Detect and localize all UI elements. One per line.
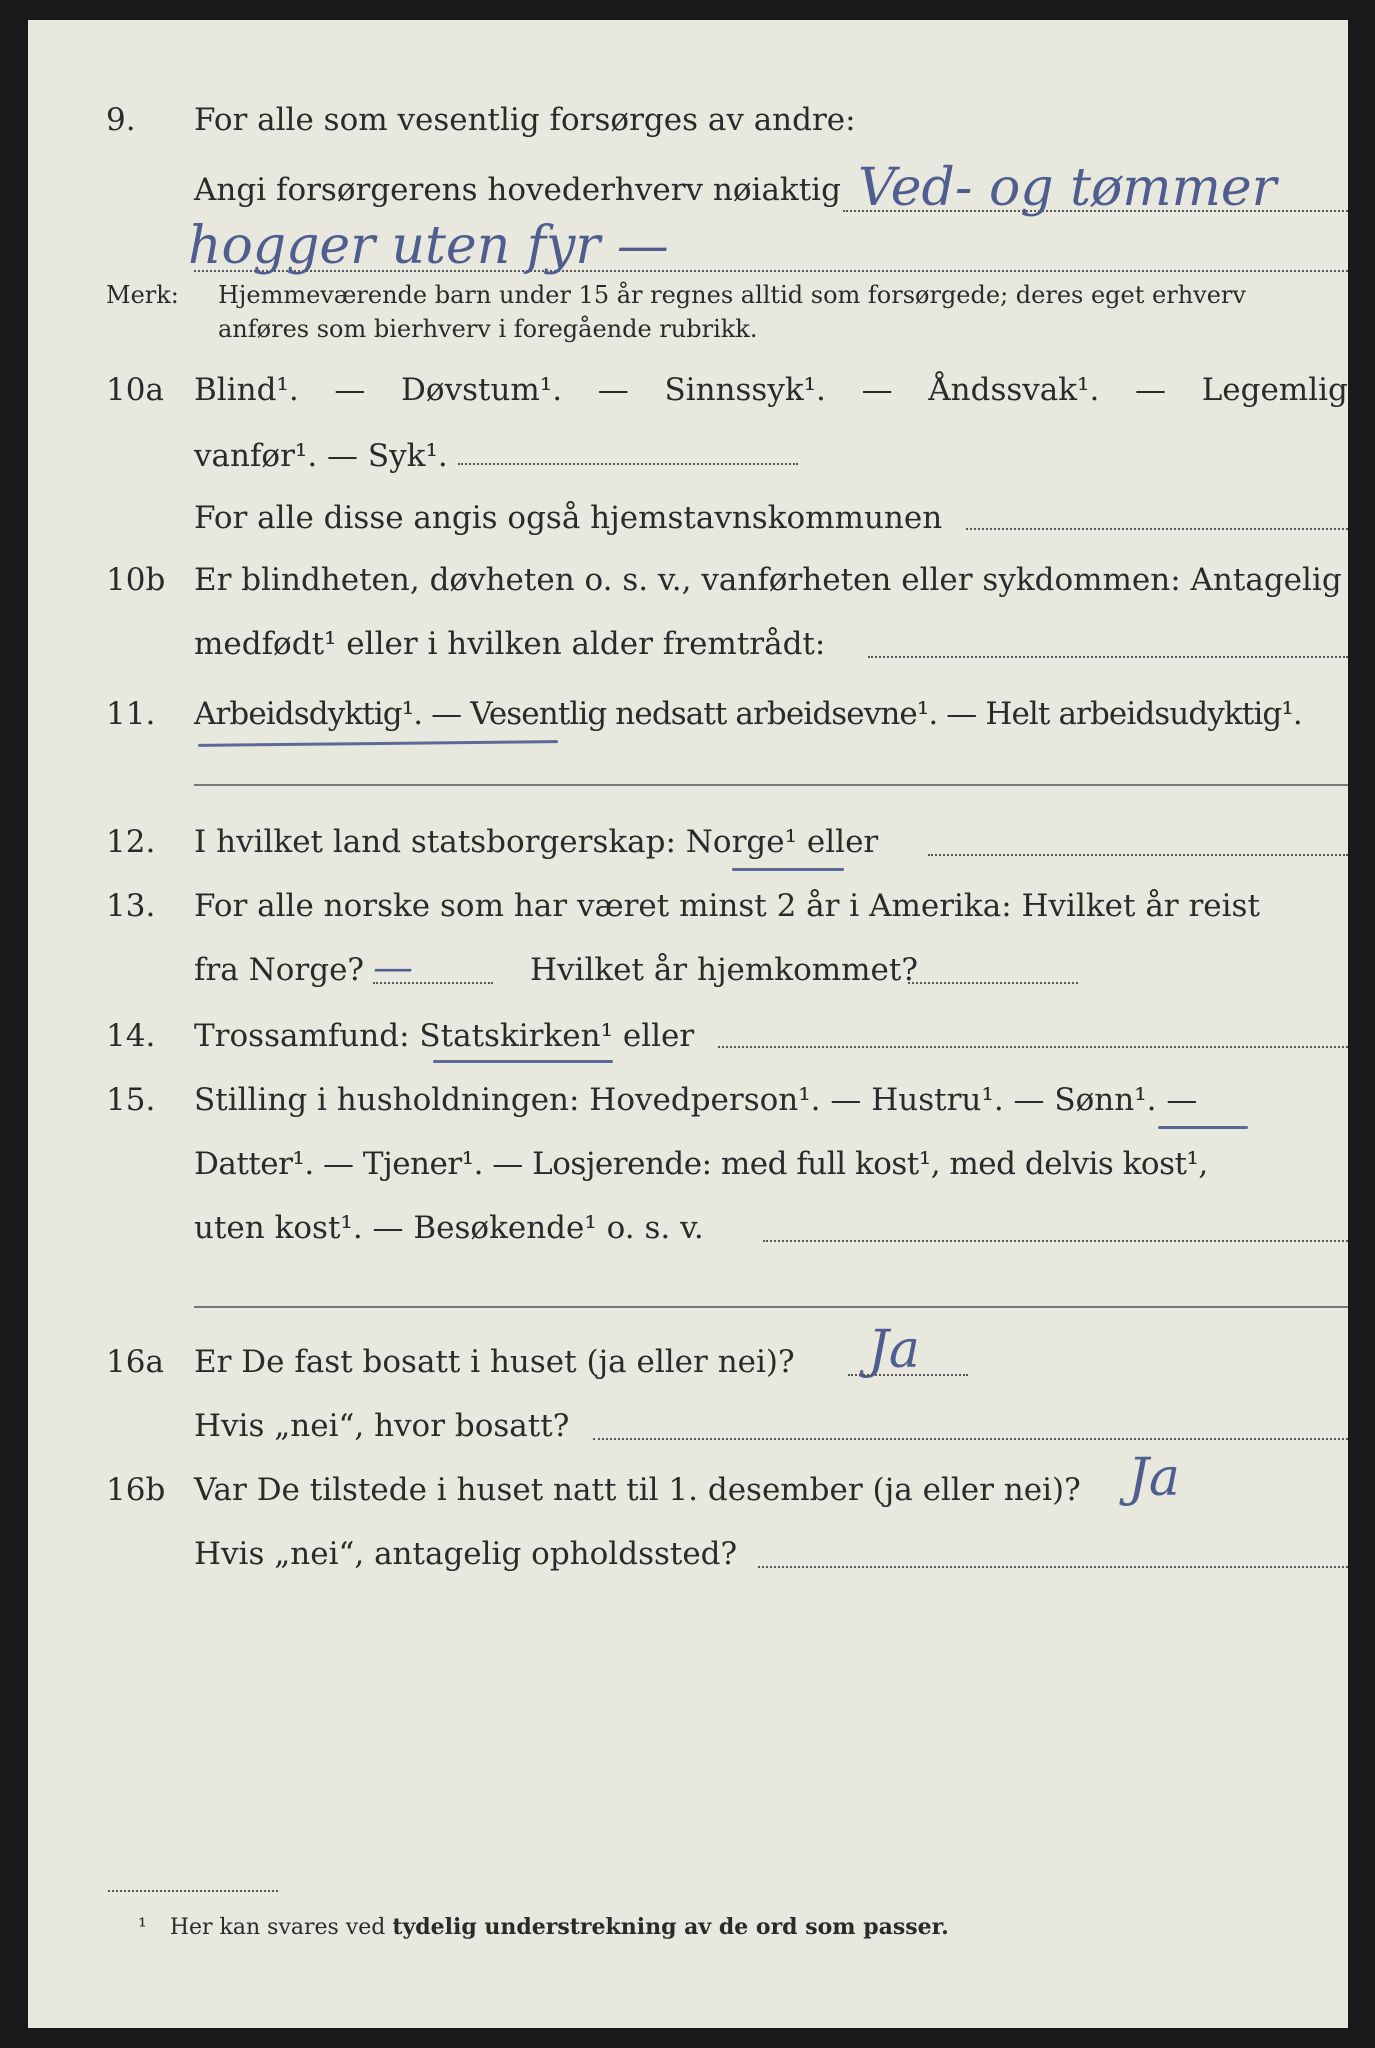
q9-text: For alle som vesentlig forsørges av andre: <box>194 102 856 138</box>
q15-answer-line-1 <box>763 1240 1348 1242</box>
q11-answer-line <box>194 784 1348 786</box>
q16b-handwritten-answer: Ja <box>1128 1448 1180 1508</box>
q16b-number: 16b <box>106 1472 166 1508</box>
q16a-answer-line-2 <box>593 1438 1348 1440</box>
q10a-word: — <box>861 372 893 408</box>
q16a-handwritten-answer: Ja <box>868 1320 920 1380</box>
q14-answer-underlined: Statskirken <box>419 1018 601 1054</box>
q10a-word: Døvstum¹. <box>401 372 563 408</box>
q11-underline-mark <box>198 740 558 747</box>
q12-answer-underlined: Norge <box>685 824 785 860</box>
footnote-bold-text: tydelig understrekning av de ord som passer. <box>392 1914 949 1940</box>
q15-number: 15. <box>106 1082 156 1118</box>
q16a-answer-line-1 <box>848 1374 968 1376</box>
q10a-number: 10a <box>106 372 164 408</box>
q13-answer-line-1 <box>373 982 493 984</box>
q14-answer-line <box>718 1046 1348 1048</box>
q15-text-1 <box>194 1080 1348 1120</box>
q12-prefix: I hvilket land statsborgerskap: <box>194 824 676 860</box>
q16b-text-2: Hvis „nei“, antagelig opholdssted? <box>194 1536 738 1572</box>
merk-text-1: Hjemmeværende barn under 15 år regnes alltid som forsørgede; deres eget erhverv <box>218 281 1246 309</box>
q15-answer-underlined: Sønn <box>1054 1082 1135 1118</box>
q14-suffix: ¹ eller <box>600 1018 695 1054</box>
footnote <box>138 1912 949 1943</box>
q10a-answer-line-1 <box>458 463 798 465</box>
footnote-text: Her kan svares ved <box>169 1915 386 1940</box>
q11-number: 11. <box>106 696 156 732</box>
merk-text-2: anføres som bierhverv i foregående rubrikk. <box>218 315 758 343</box>
q14-number: 14. <box>106 1018 156 1054</box>
q10a-word: Sinnssyk¹. <box>664 372 826 408</box>
q15-underline-mark <box>1158 1126 1248 1129</box>
q9-handwritten-answer-2: hogger uten fyr — <box>188 216 669 276</box>
q10a-text-2: vanfør¹. — Syk¹. <box>194 438 448 474</box>
q10a-text-3: For alle disse angis også hjemstavnskommunen <box>194 500 943 536</box>
q10a-word: Blind¹. <box>194 372 299 408</box>
q13-answer-line-2 <box>908 982 1078 984</box>
footnote-rule <box>108 1890 278 1892</box>
footnote-mark: ¹ <box>138 1915 147 1940</box>
q12-text <box>194 822 1348 862</box>
q13-text-2a: fra Norge? <box>194 952 365 988</box>
q9-handwritten-answer-1: Ved- og tømmer <box>858 158 1277 218</box>
q14-text <box>194 1016 1348 1056</box>
q12-suffix: ¹ eller <box>784 824 879 860</box>
q16a-text-2: Hvis „nei“, hvor bosatt? <box>194 1408 570 1444</box>
q9-number: 9. <box>106 102 136 138</box>
q14-prefix: Trossamfund: <box>194 1018 410 1054</box>
q13-text-1: For alle norske som har været minst 2 år i Amerika: Hvilket år reist <box>194 888 1260 924</box>
q16b-answer-line <box>758 1566 1348 1568</box>
q15-text-2: Datter¹. — Tjener¹. — Losjerende: med full kost¹, med delvis kost¹, <box>194 1146 1208 1182</box>
q16b-text-1: Var De tilstede i huset natt til 1. desember (ja eller nei)? <box>194 1472 1081 1508</box>
census-form-page <box>28 20 1348 2028</box>
q10a-word: Legemlig <box>1201 372 1348 408</box>
q10b-text-1: Er blindheten, døvheten o. s. v., vanførheten eller sykdommen: Antagelig <box>194 562 1342 598</box>
q12-number: 12. <box>106 824 156 860</box>
q10b-answer-line <box>868 656 1348 658</box>
q10a-word: — <box>1135 372 1167 408</box>
q10a-options <box>194 370 1348 410</box>
q12-answer-line <box>928 854 1348 856</box>
q15-suffix: ¹. — <box>1134 1082 1198 1118</box>
q10a-word: — <box>334 372 366 408</box>
q11-text: Arbeidsdyktig¹. — Vesentlig nedsatt arbeidsevne¹. — Helt arbeidsudyktig¹. <box>194 696 1302 732</box>
q9-occupation-label: Angi forsørgerens hovederhverv nøiaktig <box>194 172 841 208</box>
q10a-word: Åndssvak¹. <box>928 372 1100 408</box>
q14-underline-mark <box>433 1060 613 1063</box>
q10a-word: — <box>597 372 629 408</box>
q10a-answer-line-2 <box>966 528 1348 530</box>
q15-prefix: Stilling i husholdningen: Hovedperson¹. — Hustru¹. — <box>194 1082 1045 1118</box>
merk-label: Merk: <box>106 281 179 309</box>
q12-underline-mark <box>732 868 844 871</box>
q10b-text-2: medfødt¹ eller i hvilken alder fremtrådt: <box>194 626 826 662</box>
q13-number: 13. <box>106 888 156 924</box>
q16a-number: 16a <box>106 1344 164 1380</box>
q13-handwritten-dash: — <box>373 945 413 991</box>
q15-answer-line-2 <box>194 1306 1348 1308</box>
q10b-number: 10b <box>106 562 166 598</box>
q15-text-3: uten kost¹. — Besøkende¹ o. s. v. <box>194 1210 704 1246</box>
q16a-text-1: Er De fast bosatt i huset (ja eller nei)? <box>194 1344 795 1380</box>
q13-text-2b: Hvilket år hjemkommet? <box>530 952 918 988</box>
